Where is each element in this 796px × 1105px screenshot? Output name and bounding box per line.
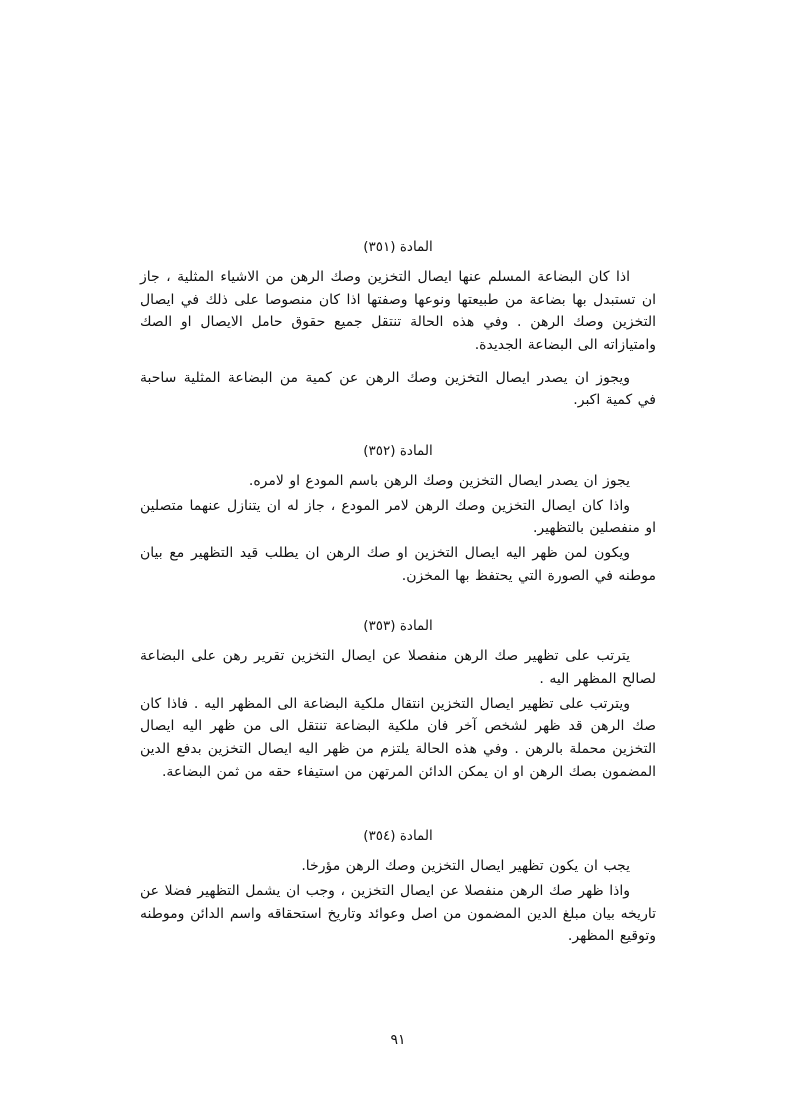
section-spacer [140,418,656,440]
article-351 [140,236,656,412]
article-paragraph: يجوز ان يصدر ايصال التخزين وصك الرهن باسم المودع او لامره. [248,472,630,489]
article-paragraph: اذا كان البضاعة المسلم عنها ايصال التخزين وصك الرهن من الاشياء المثلية ، جاز ان تستبدل بها بضاعة من طبيعتها ونوعها وصفتها اذا كان منصوصا على ذلك في ايصال التخزين وصك الرهن . وفي هذه الحالة تنتقل جميع حقوق حامل الايصال او الصك وامتيازاته الى البضاعة الجديدة. [140,268,656,353]
document-body [140,236,656,954]
article-heading: المادة (٣٥٣) [363,618,433,635]
paragraph-spacer [140,359,656,367]
article-paragraph: ويكون لمن ظهر اليه ايصال التخزين او صك الرهن ان يطلب قيد التظهير مع بيان موطنه في الصورة التي يحتفظ بها المخزن. [140,544,656,584]
article-paragraph: واذا ظهر صك الرهن منفصلا عن ايصال التخزين ، وجب ان يشمل التظهير فضلا عن تاريخه بيان مبلغ الدين المضمون من اصل وعوائد وتاريخ استحقاقه واسم الدائن وموطنه وتوقيع المظهر. [140,882,656,945]
article-352 [140,440,656,587]
section-spacer [140,593,656,615]
article-353 [140,615,656,783]
article-paragraph: ويجوز ان يصدر ايصال التخزين وصك الرهن عن كمية من البضاعة المثلية ساحبة في كمية اكبر. [140,369,656,409]
article-paragraph: يجب ان يكون تظهير ايصال التخزين وصك الرهن مؤرخا. [301,858,630,875]
article-heading: المادة (٣٥١) [363,239,433,255]
article-paragraph: واذا كان ايصال التخزين وصك الرهن لامر المودع ، جاز له ان يتنازل عنهما متصلين او منفصلين بالتظهير. [140,497,656,537]
article-heading: المادة (٣٥٢) [363,442,433,459]
article-heading: المادة (٣٥٤) [363,828,433,845]
section-spacer [140,789,656,811]
article-paragraph: يترتب على تظهير صك الرهن منفصلا عن ايصال التخزين تقرير رهن على البضاعة لصالح المظهر اليه . [140,648,656,687]
section-spacer [140,811,656,825]
page-number: ٩١ [390,1032,406,1048]
article-354 [140,825,656,948]
article-paragraph: ويترتب على تظهير ايصال التخزين انتقال ملكية البضاعة الى المظهر اليه . فاذا كان صك الرهن قد ظهر لشخص آخر فان ملكية البضاعة تنتقل الى من ظهر اليه ايصال التخزين محملة بالرهن . وفي هذه الحالة يلتزم من ظهر اليه ايصال التخزين بدفع الدين المضمون بصك الرهن او ان يمكن الدائن المرتهن من استيفاء حقه من ثمن البضاعة. [140,695,656,780]
